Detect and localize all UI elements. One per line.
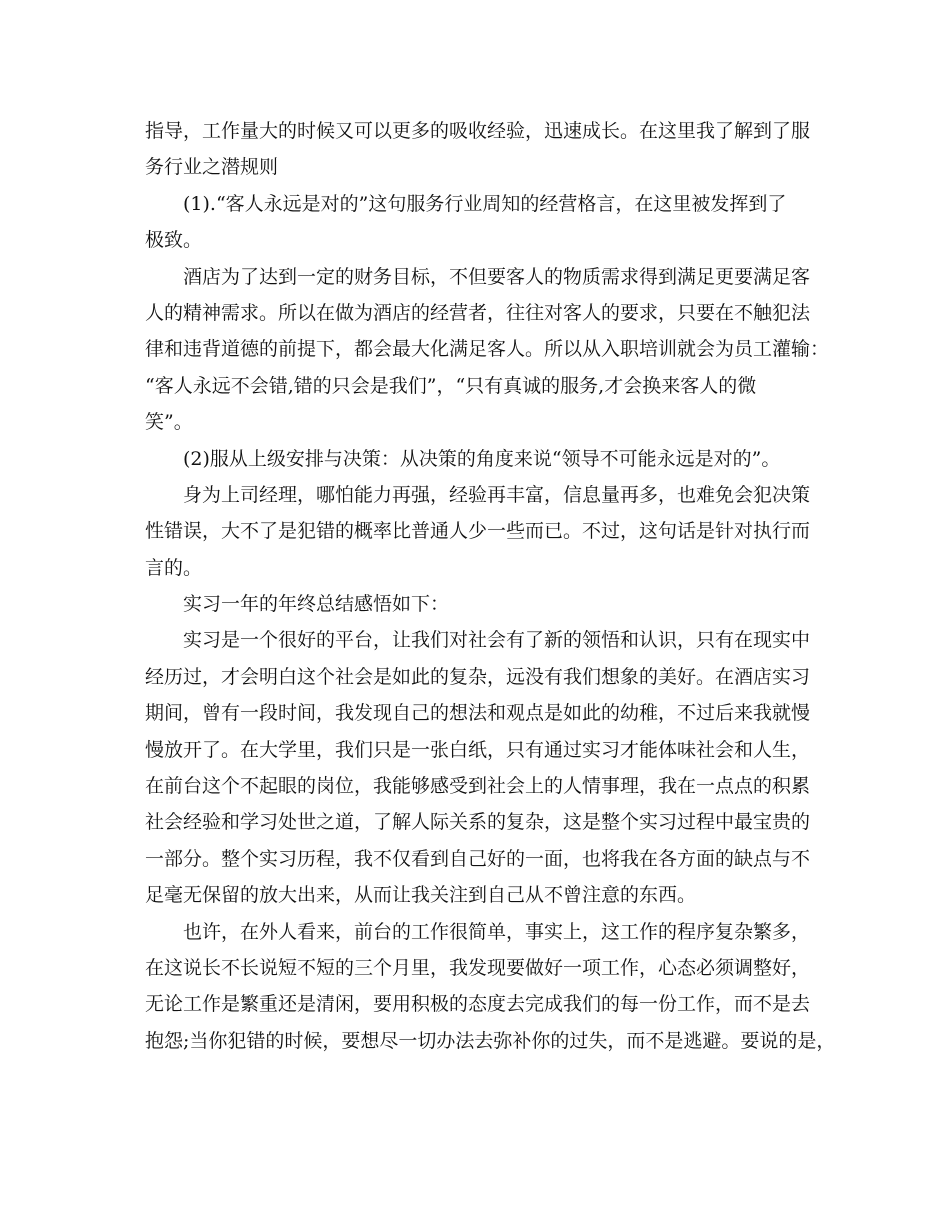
text-line: 实习一年的年终总结感悟如下： [183,593,450,616]
text-line: 足毫无保留的放大出来，从而让我关注到自己从不曾注意的东西。 [145,884,697,907]
text-line: 抱怨;当你犯错的时候，要想尽一切办法去弥补你的过失，而不是逃避。要说的是， [145,1029,836,1052]
text-line: 无论工作是繁重还是清闲，要用积极的态度去完成我们的每一份工作，而不是去 [145,993,811,1016]
text-line: 笑”。 [145,411,193,434]
text-line: 在前台这个不起眼的岗位，我能够感受到社会上的人情事理，我在一点点的积累 [145,775,811,798]
text-line: 慢放开了。在大学里，我们只是一张白纸，只有通过实习才能体味社会和人生， [145,738,811,761]
text-line: 人的精神需求。所以在做为酒店的经营者，往往对客人的要求，只要在不触犯法 [145,301,811,324]
text-line: “客人永远不会错,错的只会是我们”，“只有真诚的服务,才会换来客人的微 [145,374,757,397]
text-line: 务行业之潜规则 [145,156,279,179]
text-line: 律和违背道德的前提下，都会最大化满足客人。所以从入职培训就会为员工灌输： [145,338,830,361]
text-line: 指导，工作量大的时候又可以更多的吸收经验，迅速成长。在这里我了解到了服 [145,120,811,142]
text-line: 性错误，大不了是犯错的概率比普通人少一些而已。不过，这句话是针对执行而 [145,520,811,543]
text-line: (1).“客人永远是对的”这句服务行业周知的经营格言，在这里被发挥到了 [183,192,787,215]
text-line: 实习是一个很好的平台，让我们对社会有了新的领悟和认识，只有在现实中 [183,629,811,652]
text-line: 言的。 [145,556,203,579]
text-line: 社会经验和学习处世之道，了解人际关系的复杂，这是整个实习过程中最宝贵的 [145,811,811,834]
text-line: 身为上司经理，哪怕能力再强，经验再丰富，信息量再多，也难免会犯决策 [183,483,811,506]
text-line: 也许，在外人看来，前台的工作很简单，事实上，这工作的程序复杂繁多， [183,920,811,943]
text-line: (2)服从上级安排与决策：从决策的角度来说“领导不可能永远是对的”。 [183,447,781,470]
text-line: 极致。 [145,229,203,252]
text-line: 经历过，才会明白这个社会是如此的复杂，远没有我们想象的美好。在酒店实习 [145,665,811,688]
text-line: 酒店为了达到一定的财务目标，不但要客人的物质需求得到满足更要满足客 [183,265,811,288]
text-line: 一部分。整个实习历程，我不仅看到自己好的一面，也将我在各方面的缺点与不 [145,847,811,870]
body-text [145,113,835,1059]
text-line: 期间，曾有一段时间，我发现自己的想法和观点是如此的幼稚，不过后来我就慢 [145,702,811,725]
text-line: 在这说长不长说短不短的三个月里，我发现要做好一项工作，心态必须调整好， [145,956,811,979]
